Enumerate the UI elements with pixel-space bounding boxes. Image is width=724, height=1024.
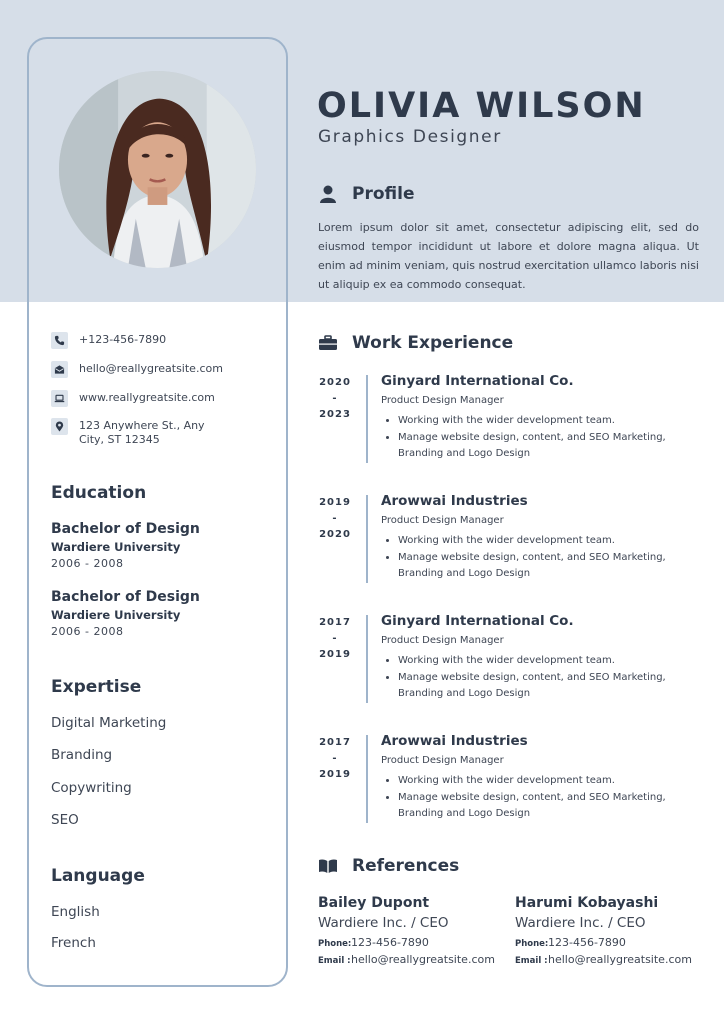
profile-text: Lorem ipsum dolor sit amet, consectetur adipiscing elit, sed do eiusmod tempor incididunt ut labore et dolore magna aliqua. Ut enim ad minim veniam, quis nostrud exercitation ullamco laboris nisi ut aliquip ex ea commodo consequat.: [318, 221, 699, 291]
job-year-separator: -: [332, 753, 338, 764]
job-start-year: 2019: [319, 497, 351, 508]
language-item: French: [51, 935, 96, 951]
email-label: Email :: [515, 956, 548, 966]
job-start-year: 2017: [319, 617, 351, 628]
job-entry: [318, 735, 708, 825]
job-bullets: [398, 533, 678, 583]
person-icon: [318, 184, 338, 204]
job-years: [318, 375, 352, 423]
reference-name: Harumi Kobayashi: [515, 895, 659, 911]
education-years: 2006 - 2008: [51, 557, 124, 570]
job-role: Product Design Manager: [381, 635, 504, 646]
language-item: English: [51, 904, 100, 920]
profile-heading: [318, 184, 414, 204]
timeline-divider: [366, 735, 368, 823]
language-heading: Language: [51, 866, 145, 886]
job-entry: [318, 615, 708, 705]
phone-label: Phone:: [515, 939, 549, 949]
job-bullet: • Working with the wider development team.: [398, 533, 678, 550]
job-start-year: 2020: [319, 377, 351, 388]
job-company: Arowwai Industries: [381, 733, 528, 749]
expertise-item: Branding: [51, 747, 113, 763]
contact-phone-text: +123-456-7890: [79, 333, 167, 346]
location-pin-icon: [51, 418, 68, 435]
job-start-year: 2017: [319, 737, 351, 748]
contact-email[interactable]: [51, 361, 223, 378]
contact-website[interactable]: [51, 390, 215, 407]
contact-address-text: 123 Anywhere St., Any City, ST 12345: [79, 419, 205, 446]
job-end-year: 2020: [319, 529, 351, 540]
job-bullets: [398, 653, 678, 703]
job-bullets: [398, 413, 678, 463]
mail-icon: [51, 361, 68, 378]
job-bullet: • Working with the wider development team.: [398, 653, 678, 670]
candidate-name: OLIVIA WILSON: [317, 86, 646, 126]
job-company: Ginyard International Co.: [381, 373, 574, 389]
education-degree: Bachelor of Design: [51, 521, 200, 537]
timeline-divider: [366, 615, 368, 703]
job-year-separator: -: [332, 633, 338, 644]
job-years: [318, 495, 352, 543]
reference-email-value[interactable]: hello@reallygreatsite.com: [351, 953, 495, 966]
work-heading: [318, 333, 513, 353]
reference-name: Bailey Dupont: [318, 895, 430, 911]
email-label: Email :: [318, 956, 351, 966]
reference-email[interactable]: [515, 953, 692, 968]
work-heading-label: Work Experience: [352, 333, 514, 353]
timeline-divider: [366, 495, 368, 583]
job-role: Product Design Manager: [381, 755, 504, 766]
references-heading-label: References: [352, 856, 460, 876]
job-role: Product Design Manager: [381, 395, 504, 406]
job-years: [318, 615, 352, 663]
job-bullet: • Working with the wider development team.: [398, 413, 678, 430]
contact-website-text[interactable]: www.reallygreatsite.com: [79, 391, 215, 404]
job-entry: [318, 375, 708, 465]
profile-heading-label: Profile: [352, 184, 415, 204]
job-end-year: 2019: [319, 769, 351, 780]
education-degree: Bachelor of Design: [51, 589, 200, 605]
phone-icon: [51, 332, 68, 349]
job-bullets: [398, 773, 678, 823]
reference-item: [318, 895, 495, 968]
expertise-item: Copywriting: [51, 780, 132, 796]
reference-phone: [318, 936, 495, 951]
reference-item: [515, 895, 692, 968]
reference-phone: [515, 936, 692, 951]
job-bullet: • Manage website design, content, and SEO Marketing, Branding and Logo Design: [398, 790, 678, 823]
contact-phone: [51, 332, 166, 349]
job-bullet: • Working with the wider development team.: [398, 773, 678, 790]
reference-company: Wardiere Inc. / CEO: [318, 915, 449, 931]
education-university: Wardiere University: [51, 608, 181, 622]
job-year-separator: -: [332, 513, 338, 524]
phone-label: Phone:: [318, 939, 352, 949]
reference-phone-value: 123-456-7890: [351, 936, 429, 949]
candidate-title: Graphics Designer: [318, 127, 502, 147]
timeline-divider: [366, 375, 368, 463]
education-item: [51, 521, 200, 570]
expertise-heading: Expertise: [51, 677, 142, 697]
reference-company: Wardiere Inc. / CEO: [515, 915, 646, 931]
job-company: Arowwai Industries: [381, 493, 528, 509]
laptop-icon: [51, 390, 68, 407]
job-end-year: 2019: [319, 649, 351, 660]
job-end-year: 2023: [319, 409, 351, 420]
job-bullet: • Manage website design, content, and SEO Marketing, Branding and Logo Design: [398, 670, 678, 703]
job-years: [318, 735, 352, 783]
profile-photo: [59, 71, 256, 268]
references-heading: [318, 856, 459, 876]
contact-address: [51, 418, 219, 447]
briefcase-icon: [318, 333, 338, 353]
contact-email-text[interactable]: hello@reallygreatsite.com: [79, 362, 223, 375]
education-years: 2006 - 2008: [51, 625, 124, 638]
job-bullet: • Manage website design, content, and SEO Marketing, Branding and Logo Design: [398, 550, 678, 583]
expertise-item: SEO: [51, 812, 79, 828]
open-book-icon: [318, 856, 338, 876]
reference-email-value[interactable]: hello@reallygreatsite.com: [548, 953, 692, 966]
job-year-separator: -: [332, 393, 338, 404]
job-company: Ginyard International Co.: [381, 613, 574, 629]
reference-email[interactable]: [318, 953, 495, 968]
education-university: Wardiere University: [51, 540, 181, 554]
reference-phone-value: 123-456-7890: [548, 936, 626, 949]
job-role: Product Design Manager: [381, 515, 504, 526]
education-item: [51, 589, 200, 638]
job-entry: [318, 495, 708, 585]
job-bullet: • Manage website design, content, and SEO Marketing, Branding and Logo Design: [398, 430, 678, 463]
education-heading: Education: [51, 483, 147, 503]
expertise-item: Digital Marketing: [51, 715, 167, 731]
